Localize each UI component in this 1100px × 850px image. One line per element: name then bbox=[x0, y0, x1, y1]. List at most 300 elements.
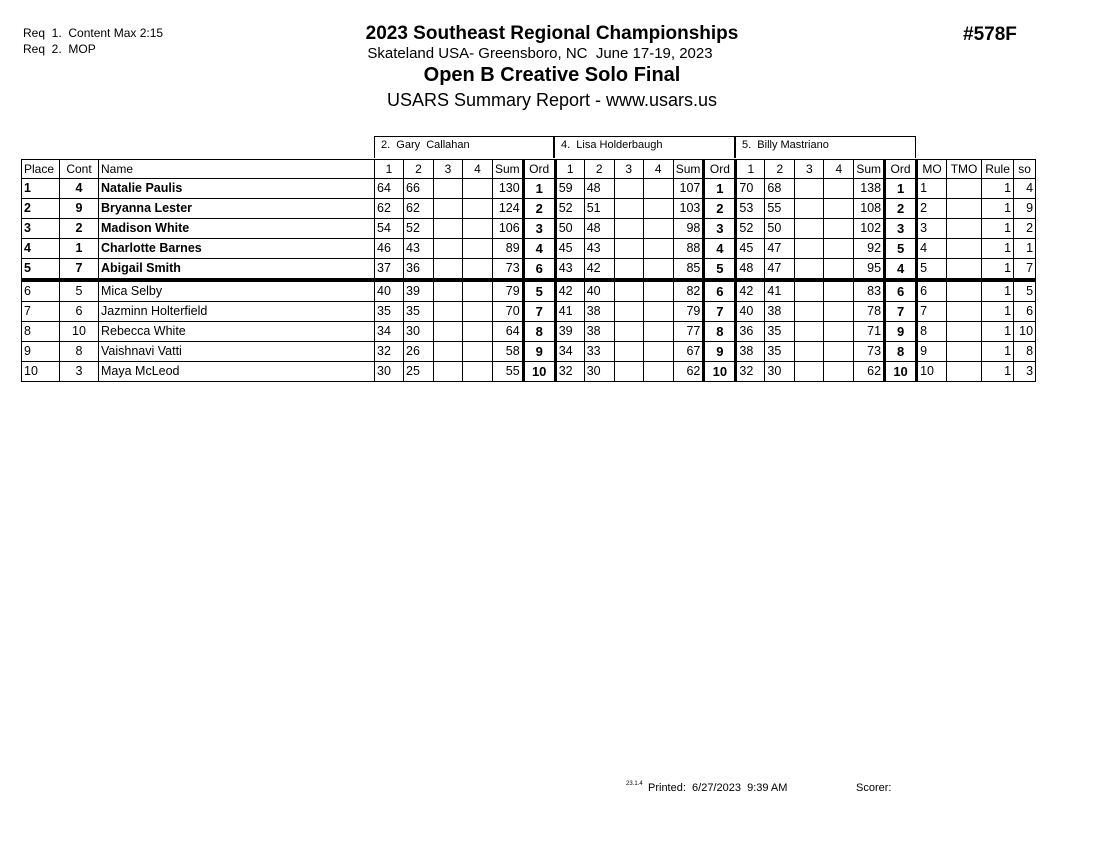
col-header-mark-4: 4 bbox=[463, 160, 493, 179]
col-header-mark-4: 4 bbox=[643, 160, 673, 179]
ordinal-cell: 8 bbox=[885, 342, 917, 362]
mark-cell: 33 bbox=[584, 342, 614, 362]
col-header-ord: Ord bbox=[704, 160, 736, 179]
mark-cell: 40 bbox=[736, 302, 765, 322]
mark-cell: 46 bbox=[375, 239, 404, 259]
mo-cell: 3 bbox=[917, 219, 947, 239]
tmo-cell bbox=[947, 342, 982, 362]
mark-cell bbox=[824, 219, 854, 239]
sum-cell: 70 bbox=[493, 302, 524, 322]
mark-cell: 30 bbox=[584, 362, 614, 382]
judge-1-header: 2. Gary Callahan bbox=[374, 136, 554, 158]
so-cell: 7 bbox=[1014, 259, 1036, 281]
ordinal-cell: 10 bbox=[523, 362, 555, 382]
sum-cell: 130 bbox=[493, 179, 524, 199]
ordinal-cell: 5 bbox=[885, 239, 917, 259]
sum-cell: 58 bbox=[493, 342, 524, 362]
col-header-sum: Sum bbox=[854, 160, 885, 179]
mark-cell: 59 bbox=[555, 179, 584, 199]
mark-cell bbox=[795, 362, 824, 382]
mark-cell bbox=[614, 219, 643, 239]
sum-cell: 106 bbox=[493, 219, 524, 239]
sum-cell: 89 bbox=[493, 239, 524, 259]
mark-cell bbox=[824, 179, 854, 199]
so-cell: 3 bbox=[1014, 362, 1036, 382]
mo-cell: 4 bbox=[917, 239, 947, 259]
mark-cell: 55 bbox=[765, 199, 795, 219]
ordinal-cell: 9 bbox=[704, 342, 736, 362]
mark-cell bbox=[643, 179, 673, 199]
ordinal-cell: 7 bbox=[704, 302, 736, 322]
col-header-sum: Sum bbox=[673, 160, 704, 179]
col-header-ord: Ord bbox=[885, 160, 917, 179]
table-row bbox=[22, 179, 1036, 199]
mark-cell bbox=[643, 280, 673, 302]
mark-cell: 43 bbox=[555, 259, 584, 281]
mark-cell: 48 bbox=[584, 179, 614, 199]
mark-cell: 66 bbox=[404, 179, 434, 199]
mark-cell bbox=[643, 259, 673, 281]
contestant-number-cell: 4 bbox=[60, 179, 99, 199]
mark-cell bbox=[643, 239, 673, 259]
tmo-cell bbox=[947, 302, 982, 322]
mark-cell: 30 bbox=[765, 362, 795, 382]
mark-cell bbox=[795, 199, 824, 219]
mark-cell bbox=[434, 199, 463, 219]
col-header-mark-3: 3 bbox=[614, 160, 643, 179]
mark-cell: 30 bbox=[404, 322, 434, 342]
mark-cell: 52 bbox=[555, 199, 584, 219]
ordinal-cell: 6 bbox=[885, 280, 917, 302]
col-header-place: Place bbox=[22, 160, 60, 179]
mo-cell: 2 bbox=[917, 199, 947, 219]
col-header-mark-1: 1 bbox=[736, 160, 765, 179]
mark-cell: 39 bbox=[555, 322, 584, 342]
contestant-number-cell: 8 bbox=[60, 342, 99, 362]
rule-cell: 1 bbox=[982, 179, 1014, 199]
tmo-cell bbox=[947, 280, 982, 302]
mo-cell: 8 bbox=[917, 322, 947, 342]
mark-cell bbox=[795, 342, 824, 362]
ordinal-cell: 4 bbox=[523, 239, 555, 259]
mark-cell bbox=[795, 259, 824, 281]
mark-cell: 38 bbox=[736, 342, 765, 362]
event-number: #578F bbox=[963, 24, 1017, 45]
tmo-cell bbox=[947, 322, 982, 342]
mark-cell bbox=[463, 322, 493, 342]
tmo-cell bbox=[947, 362, 982, 382]
mark-cell bbox=[824, 322, 854, 342]
skater-name-cell: Abigail Smith bbox=[99, 259, 375, 281]
contestant-number-cell: 2 bbox=[60, 219, 99, 239]
mark-cell bbox=[434, 239, 463, 259]
mark-cell bbox=[614, 342, 643, 362]
mark-cell: 62 bbox=[404, 199, 434, 219]
sum-cell: 124 bbox=[493, 199, 524, 219]
mark-cell: 51 bbox=[584, 199, 614, 219]
mark-cell bbox=[824, 362, 854, 382]
mark-cell: 50 bbox=[555, 219, 584, 239]
mark-cell: 42 bbox=[555, 280, 584, 302]
sum-cell: 82 bbox=[673, 280, 704, 302]
sum-cell: 67 bbox=[673, 342, 704, 362]
col-header-mark-3: 3 bbox=[795, 160, 824, 179]
sum-cell: 85 bbox=[673, 259, 704, 281]
rule-cell: 1 bbox=[982, 342, 1014, 362]
sum-cell: 73 bbox=[854, 342, 885, 362]
mark-cell: 47 bbox=[765, 259, 795, 281]
rule-cell: 1 bbox=[982, 239, 1014, 259]
skater-name-cell: Natalie Paulis bbox=[99, 179, 375, 199]
event-title: 2023 Southeast Regional Championships bbox=[365, 23, 739, 44]
mark-cell bbox=[643, 199, 673, 219]
mark-cell bbox=[795, 280, 824, 302]
col-header-mark-2: 2 bbox=[765, 160, 795, 179]
ordinal-cell: 8 bbox=[704, 322, 736, 342]
mark-cell bbox=[824, 259, 854, 281]
col-header-so: so bbox=[1014, 160, 1036, 179]
mark-cell: 52 bbox=[736, 219, 765, 239]
sum-cell: 64 bbox=[493, 322, 524, 342]
mark-cell: 52 bbox=[404, 219, 434, 239]
col-header-mark-2: 2 bbox=[404, 160, 434, 179]
skater-name-cell: Mica Selby bbox=[99, 280, 375, 302]
tmo-cell bbox=[947, 219, 982, 239]
mark-cell: 48 bbox=[736, 259, 765, 281]
mark-cell bbox=[643, 342, 673, 362]
sum-cell: 83 bbox=[854, 280, 885, 302]
rule-cell: 1 bbox=[982, 362, 1014, 382]
rule-cell: 1 bbox=[982, 219, 1014, 239]
mark-cell: 40 bbox=[375, 280, 404, 302]
col-header-mo: MO bbox=[917, 160, 947, 179]
sum-cell: 108 bbox=[854, 199, 885, 219]
header-row bbox=[22, 160, 1036, 179]
mo-cell: 9 bbox=[917, 342, 947, 362]
mark-cell: 38 bbox=[584, 322, 614, 342]
printed-timestamp: Printed: 6/27/2023 9:39 AM bbox=[648, 782, 788, 794]
mark-cell: 48 bbox=[584, 219, 614, 239]
contestant-number-cell: 3 bbox=[60, 362, 99, 382]
ordinal-cell: 9 bbox=[523, 342, 555, 362]
so-cell: 1 bbox=[1014, 239, 1036, 259]
tmo-cell bbox=[947, 239, 982, 259]
so-cell: 2 bbox=[1014, 219, 1036, 239]
sum-cell: 62 bbox=[673, 362, 704, 382]
mark-cell: 35 bbox=[765, 322, 795, 342]
mark-cell bbox=[643, 302, 673, 322]
mark-cell bbox=[434, 302, 463, 322]
mark-cell bbox=[463, 259, 493, 281]
place-cell: 10 bbox=[22, 362, 60, 382]
mark-cell bbox=[643, 362, 673, 382]
mark-cell: 37 bbox=[375, 259, 404, 281]
mark-cell bbox=[434, 179, 463, 199]
ordinal-cell: 2 bbox=[704, 199, 736, 219]
table-row bbox=[22, 219, 1036, 239]
sum-cell: 103 bbox=[673, 199, 704, 219]
so-cell: 9 bbox=[1014, 199, 1036, 219]
mark-cell: 35 bbox=[375, 302, 404, 322]
sum-cell: 79 bbox=[673, 302, 704, 322]
ordinal-cell: 3 bbox=[523, 219, 555, 239]
rule-cell: 1 bbox=[982, 322, 1014, 342]
report-code: 23.1.4 bbox=[626, 781, 643, 787]
mark-cell: 38 bbox=[584, 302, 614, 322]
sum-cell: 79 bbox=[493, 280, 524, 302]
contestant-number-cell: 10 bbox=[60, 322, 99, 342]
place-cell: 4 bbox=[22, 239, 60, 259]
skater-name-cell: Jazminn Holterfield bbox=[99, 302, 375, 322]
results-body bbox=[22, 160, 1036, 382]
ordinal-cell: 6 bbox=[523, 259, 555, 281]
mo-cell: 1 bbox=[917, 179, 947, 199]
place-cell: 8 bbox=[22, 322, 60, 342]
col-header-sum: Sum bbox=[493, 160, 524, 179]
mark-cell bbox=[795, 322, 824, 342]
mark-cell bbox=[614, 199, 643, 219]
table-row bbox=[22, 322, 1036, 342]
place-cell: 1 bbox=[22, 179, 60, 199]
rule-cell: 1 bbox=[982, 199, 1014, 219]
mark-cell: 36 bbox=[404, 259, 434, 281]
ordinal-cell: 1 bbox=[523, 179, 555, 199]
mark-cell: 38 bbox=[765, 302, 795, 322]
ordinal-cell: 9 bbox=[885, 322, 917, 342]
mark-cell: 70 bbox=[736, 179, 765, 199]
report-title: USARS Summary Report - www.usars.us bbox=[386, 90, 718, 110]
table-row bbox=[22, 362, 1036, 382]
contestant-number-cell: 1 bbox=[60, 239, 99, 259]
rule-cell: 1 bbox=[982, 280, 1014, 302]
mark-cell bbox=[824, 199, 854, 219]
mark-cell bbox=[824, 302, 854, 322]
mark-cell: 39 bbox=[404, 280, 434, 302]
sum-cell: 107 bbox=[673, 179, 704, 199]
ordinal-cell: 10 bbox=[885, 362, 917, 382]
ordinal-cell: 7 bbox=[523, 302, 555, 322]
mark-cell bbox=[463, 280, 493, 302]
mark-cell: 42 bbox=[584, 259, 614, 281]
mark-cell: 43 bbox=[584, 239, 614, 259]
place-cell: 5 bbox=[22, 259, 60, 281]
ordinal-cell: 6 bbox=[704, 280, 736, 302]
mo-cell: 5 bbox=[917, 259, 947, 281]
mark-cell: 45 bbox=[736, 239, 765, 259]
mark-cell bbox=[614, 362, 643, 382]
col-header-mark-1: 1 bbox=[375, 160, 404, 179]
contestant-number-cell: 5 bbox=[60, 280, 99, 302]
mark-cell: 40 bbox=[584, 280, 614, 302]
scorer-label: Scorer: bbox=[856, 782, 892, 794]
mark-cell bbox=[614, 322, 643, 342]
col-header-cont: Cont bbox=[60, 160, 99, 179]
skater-name-cell: Charlotte Barnes bbox=[99, 239, 375, 259]
table-row bbox=[22, 259, 1036, 281]
mark-cell: 64 bbox=[375, 179, 404, 199]
mark-cell bbox=[463, 362, 493, 382]
so-cell: 10 bbox=[1014, 322, 1036, 342]
so-cell: 6 bbox=[1014, 302, 1036, 322]
mark-cell: 35 bbox=[404, 302, 434, 322]
mark-cell bbox=[795, 239, 824, 259]
skater-name-cell: Bryanna Lester bbox=[99, 199, 375, 219]
rule-cell: 1 bbox=[982, 302, 1014, 322]
ordinal-cell: 7 bbox=[885, 302, 917, 322]
mark-cell: 26 bbox=[404, 342, 434, 362]
mark-cell: 47 bbox=[765, 239, 795, 259]
mark-cell: 34 bbox=[375, 322, 404, 342]
table-row bbox=[22, 280, 1036, 302]
mark-cell: 30 bbox=[375, 362, 404, 382]
so-cell: 4 bbox=[1014, 179, 1036, 199]
sum-cell: 98 bbox=[673, 219, 704, 239]
judge-3-header: 5. Billy Mastriano bbox=[735, 136, 916, 158]
mark-cell: 32 bbox=[375, 342, 404, 362]
mark-cell bbox=[614, 259, 643, 281]
mark-cell: 68 bbox=[765, 179, 795, 199]
ordinal-cell: 10 bbox=[704, 362, 736, 382]
mark-cell bbox=[434, 342, 463, 362]
mark-cell: 32 bbox=[736, 362, 765, 382]
table-row bbox=[22, 302, 1036, 322]
mark-cell bbox=[643, 219, 673, 239]
mark-cell: 41 bbox=[555, 302, 584, 322]
mark-cell bbox=[795, 302, 824, 322]
mark-cell bbox=[824, 280, 854, 302]
sum-cell: 78 bbox=[854, 302, 885, 322]
col-header-name: Name bbox=[99, 160, 375, 179]
ordinal-cell: 2 bbox=[885, 199, 917, 219]
col-header-mark-3: 3 bbox=[434, 160, 463, 179]
sum-cell: 77 bbox=[673, 322, 704, 342]
table-row bbox=[22, 342, 1036, 362]
mark-cell bbox=[614, 280, 643, 302]
mark-cell bbox=[463, 302, 493, 322]
mark-cell: 25 bbox=[404, 362, 434, 382]
mark-cell: 36 bbox=[736, 322, 765, 342]
skater-name-cell: Rebecca White bbox=[99, 322, 375, 342]
ordinal-cell: 8 bbox=[523, 322, 555, 342]
table-row bbox=[22, 199, 1036, 219]
mark-cell: 62 bbox=[375, 199, 404, 219]
contestant-number-cell: 9 bbox=[60, 199, 99, 219]
requirement-1: Req 1. Content Max 2:15 bbox=[23, 26, 164, 40]
sum-cell: 92 bbox=[854, 239, 885, 259]
mark-cell bbox=[795, 219, 824, 239]
mark-cell: 32 bbox=[555, 362, 584, 382]
mark-cell bbox=[463, 179, 493, 199]
tmo-cell bbox=[947, 199, 982, 219]
sum-cell: 102 bbox=[854, 219, 885, 239]
so-cell: 8 bbox=[1014, 342, 1036, 362]
ordinal-cell: 4 bbox=[704, 239, 736, 259]
mark-cell: 53 bbox=[736, 199, 765, 219]
contestant-number-cell: 7 bbox=[60, 259, 99, 281]
ordinal-cell: 3 bbox=[885, 219, 917, 239]
tmo-cell bbox=[947, 259, 982, 281]
ordinal-cell: 2 bbox=[523, 199, 555, 219]
sum-cell: 95 bbox=[854, 259, 885, 281]
place-cell: 6 bbox=[22, 280, 60, 302]
so-cell: 5 bbox=[1014, 280, 1036, 302]
mark-cell bbox=[614, 302, 643, 322]
mark-cell bbox=[434, 219, 463, 239]
ordinal-cell: 5 bbox=[704, 259, 736, 281]
ordinal-cell: 1 bbox=[704, 179, 736, 199]
mark-cell bbox=[463, 239, 493, 259]
mark-cell bbox=[434, 259, 463, 281]
mark-cell: 45 bbox=[555, 239, 584, 259]
mark-cell bbox=[434, 362, 463, 382]
col-header-ord: Ord bbox=[523, 160, 555, 179]
place-cell: 3 bbox=[22, 219, 60, 239]
table-row bbox=[22, 239, 1036, 259]
sum-cell: 62 bbox=[854, 362, 885, 382]
mark-cell bbox=[463, 219, 493, 239]
mark-cell bbox=[463, 199, 493, 219]
event-name: Open B Creative Solo Final bbox=[423, 64, 681, 86]
skater-name-cell: Maya McLeod bbox=[99, 362, 375, 382]
col-header-mark-4: 4 bbox=[824, 160, 854, 179]
skater-name-cell: Madison White bbox=[99, 219, 375, 239]
mark-cell: 34 bbox=[555, 342, 584, 362]
event-location: Skateland USA- Greensboro, NC June 17-19, 2023 bbox=[367, 45, 713, 62]
mark-cell bbox=[824, 239, 854, 259]
sum-cell: 55 bbox=[493, 362, 524, 382]
place-cell: 9 bbox=[22, 342, 60, 362]
col-header-rule: Rule bbox=[982, 160, 1014, 179]
mark-cell bbox=[463, 342, 493, 362]
place-cell: 7 bbox=[22, 302, 60, 322]
col-header-mark-2: 2 bbox=[584, 160, 614, 179]
tmo-cell bbox=[947, 179, 982, 199]
mark-cell: 54 bbox=[375, 219, 404, 239]
ordinal-cell: 4 bbox=[885, 259, 917, 281]
mo-cell: 6 bbox=[917, 280, 947, 302]
place-cell: 2 bbox=[22, 199, 60, 219]
mark-cell: 43 bbox=[404, 239, 434, 259]
mark-cell: 50 bbox=[765, 219, 795, 239]
mark-cell bbox=[824, 342, 854, 362]
sum-cell: 71 bbox=[854, 322, 885, 342]
sum-cell: 138 bbox=[854, 179, 885, 199]
mo-cell: 7 bbox=[917, 302, 947, 322]
mark-cell: 35 bbox=[765, 342, 795, 362]
results-table bbox=[21, 159, 1036, 382]
mark-cell bbox=[643, 322, 673, 342]
mark-cell bbox=[614, 239, 643, 259]
mark-cell bbox=[614, 179, 643, 199]
judge-2-header: 4. Lisa Holderbaugh bbox=[554, 136, 735, 158]
mo-cell: 10 bbox=[917, 362, 947, 382]
requirement-2: Req 2. MOP bbox=[23, 42, 96, 56]
mark-cell bbox=[795, 179, 824, 199]
ordinal-cell: 3 bbox=[704, 219, 736, 239]
col-header-mark-1: 1 bbox=[555, 160, 584, 179]
ordinal-cell: 1 bbox=[885, 179, 917, 199]
mark-cell: 42 bbox=[736, 280, 765, 302]
mark-cell: 41 bbox=[765, 280, 795, 302]
rule-cell: 1 bbox=[982, 259, 1014, 281]
sum-cell: 88 bbox=[673, 239, 704, 259]
sum-cell: 73 bbox=[493, 259, 524, 281]
contestant-number-cell: 6 bbox=[60, 302, 99, 322]
col-header-tmo: TMO bbox=[947, 160, 982, 179]
ordinal-cell: 5 bbox=[523, 280, 555, 302]
mark-cell bbox=[434, 322, 463, 342]
skater-name-cell: Vaishnavi Vatti bbox=[99, 342, 375, 362]
